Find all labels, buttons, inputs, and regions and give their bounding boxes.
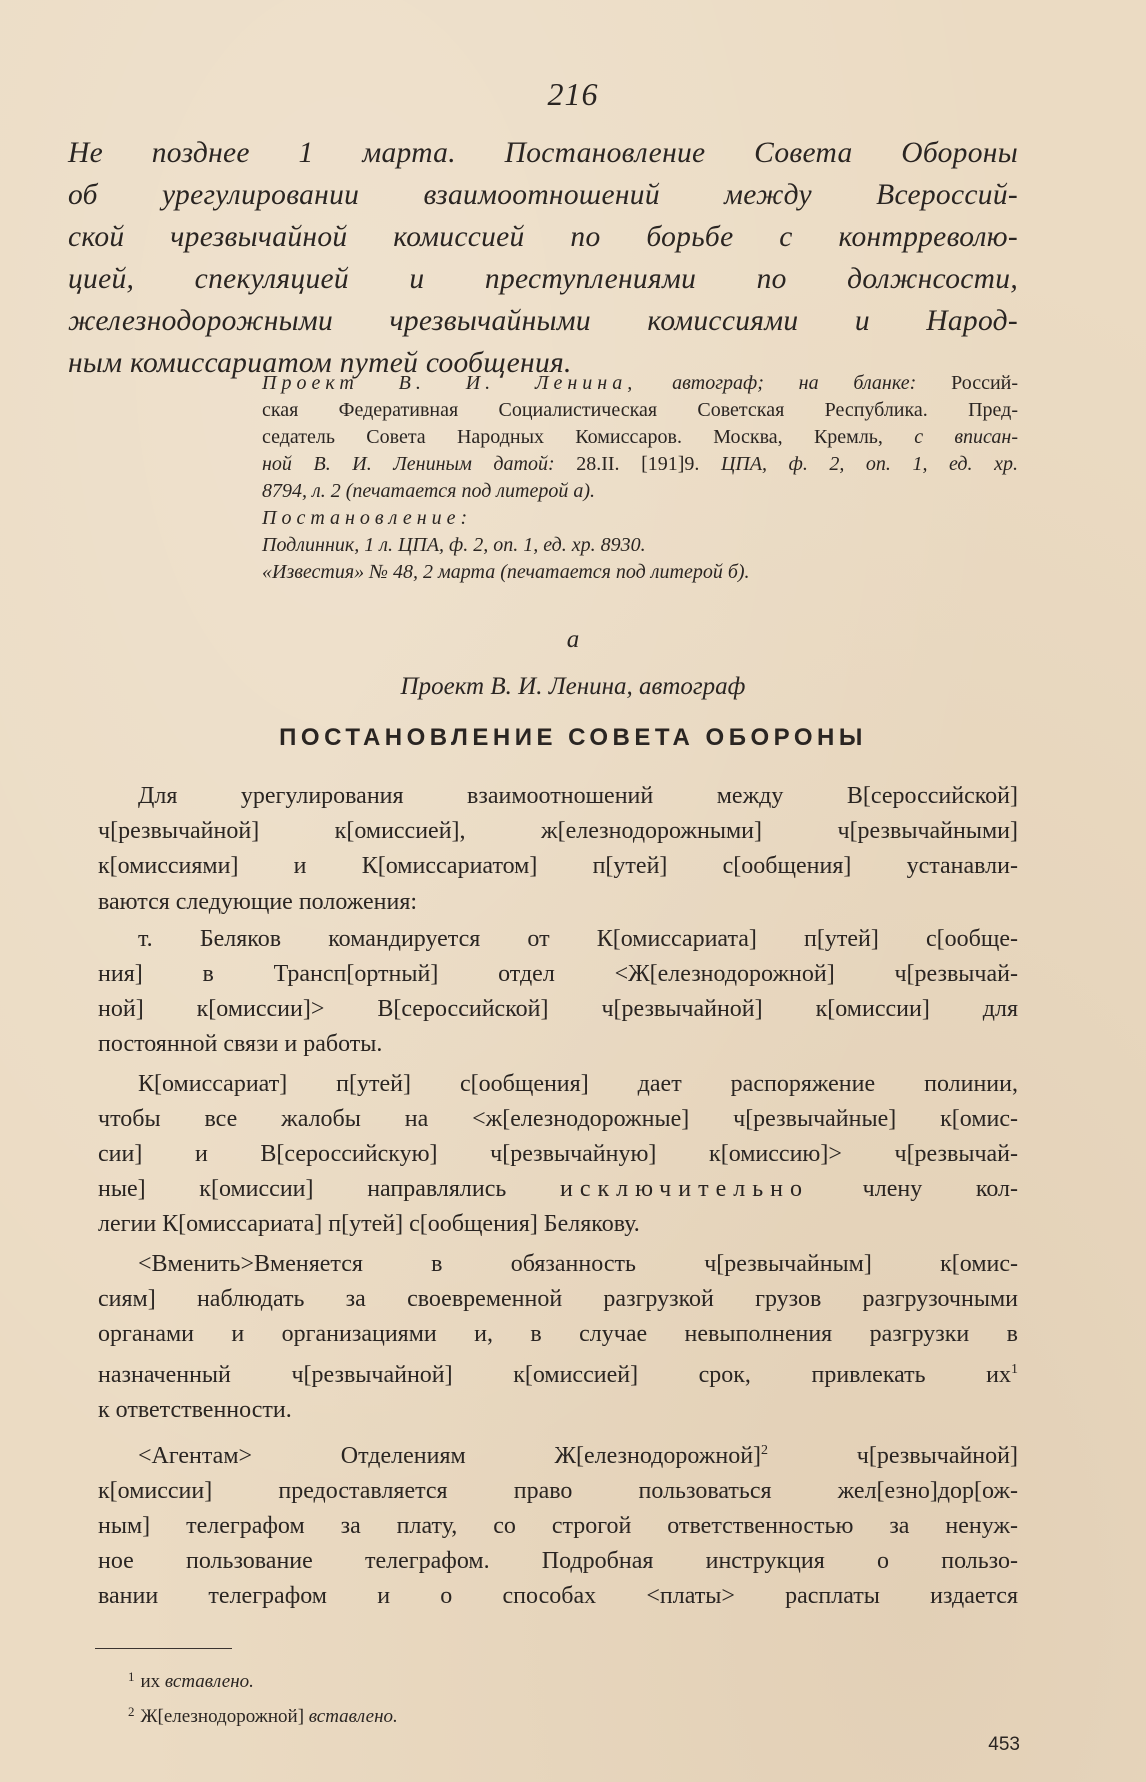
body-line: ваются следующие положения:	[98, 888, 418, 915]
page-number: 453	[988, 1734, 1020, 1755]
body-text: ч[резвычайной]	[856, 1442, 1018, 1469]
body-text: <Агентам> Отделениям Ж[елезнодорожной]	[138, 1442, 762, 1469]
source-decree-label: Постановление:	[262, 507, 473, 529]
body-line	[98, 1352, 1018, 1393]
source-line	[262, 424, 1018, 451]
body-line: ной] к[омиссии]> В[сероссийской] ч[резвычайной] к[омиссии] для	[98, 996, 1018, 1023]
body-line: органами и организациями и, в случае невыполнения разгрузки в	[98, 1321, 1018, 1348]
heading-line: об урегулировании взаимоотношений между Всероссий-	[68, 179, 1018, 211]
footnote	[128, 1697, 398, 1732]
source-draft-label: Проект В. И. Ленина,	[262, 372, 638, 394]
footnote-marker: 2	[761, 1442, 769, 1458]
footnote-note: вставлено.	[164, 1671, 254, 1692]
body-line: ное пользование телеграфом. Подробная инструкция о пользо-	[98, 1548, 1018, 1575]
source-line: «Известия» № 48, 2 марта (печатается под литерой б).	[262, 561, 750, 583]
heading-line: ным комиссариатом путей сообщения.	[68, 347, 572, 379]
archival-sources	[262, 370, 1018, 586]
footnote-note: вставлено.	[308, 1706, 398, 1727]
heading-line: железнодорожными чрезвычайными комиссиями и Народ-	[68, 305, 1018, 337]
source-text: автограф; на бланке:	[672, 372, 917, 394]
footnote-marker: 1	[1011, 1362, 1018, 1378]
paragraph-4	[98, 1247, 1018, 1429]
paragraph-2	[98, 922, 1018, 1063]
body-line: Для урегулирования взаимоотношений между В[сероссийской]	[138, 783, 1018, 809]
footnote-mark: 1	[128, 1669, 135, 1684]
body-line: легии К[омиссариата] п[утей] с[ообщения] Белякову.	[98, 1211, 640, 1238]
source-text: Россий-	[951, 372, 1019, 394]
body-line: сиям] наблюдать за своевременной разгрузкой грузов разгрузочными	[98, 1285, 1018, 1312]
emphasized-word: исключительно	[560, 1176, 809, 1203]
heading-line: ской чрезвычайной комиссией по борьбе с контрреволю-	[68, 221, 1018, 253]
body-line: т. Беляков командируется от К[омиссариата] п[утей] с[ообще-	[138, 925, 1018, 952]
document-heading	[68, 132, 1018, 384]
source-text: ЦПА, ф. 2, оп. 1, ед. хр.	[720, 453, 1018, 475]
body-line: вании телеграфом и о способах <платы> расплаты издается	[98, 1583, 1018, 1610]
paragraph-1	[98, 779, 1018, 920]
footnotes	[128, 1662, 398, 1732]
source-date: 28.II. [191]9.	[576, 453, 700, 475]
body-line: <Вменить>Вменяется в обязанность ч[резвычайным] к[омис-	[138, 1250, 1018, 1277]
heading-line: Не позднее 1 марта. Постановление Совета Обороны	[68, 137, 1018, 169]
body-line: чтобы все жалобы на <ж[елезнодорожные] ч[резвычайные] к[омис-	[98, 1105, 1018, 1132]
body-text: ные] к[омиссии] направлялись	[98, 1176, 507, 1203]
footnote-text: Ж[елезнодорожной]	[140, 1706, 305, 1727]
body-line	[98, 1433, 1018, 1474]
section-title: ПОСТАНОВЛЕНИЕ СОВЕТА ОБОРОНЫ	[279, 724, 867, 751]
footnote-text: их	[140, 1671, 161, 1692]
footnote-divider	[95, 1648, 232, 1649]
body-line	[98, 1172, 1018, 1207]
decree-body	[98, 779, 1018, 1615]
paragraph-3	[98, 1067, 1018, 1243]
body-line: к[омиссиями] и К[омиссариатом] п[утей] с[ообщения] устанавли-	[98, 853, 1018, 880]
source-line	[262, 370, 1018, 397]
source-line: 8794, л. 2 (печатается под литерой а).	[262, 480, 596, 502]
body-line: к ответственности.	[98, 1397, 292, 1424]
body-line: постоянной связи и работы.	[98, 1031, 383, 1058]
source-text: с вписан-	[914, 426, 1019, 448]
section-subtitle: Проект В. И. Ленина, автограф	[400, 673, 746, 700]
source-text: седатель Совета Народных Комиссаров. Москва, Кремль,	[262, 426, 883, 448]
footnote	[128, 1662, 398, 1697]
section-letter: а	[566, 626, 580, 653]
paragraph-5	[98, 1433, 1018, 1615]
body-line: сии] и В[сероссийскую] ч[резвычайную] к[омиссию]> ч[резвычай-	[98, 1141, 1018, 1168]
body-line: к[омиссии] предоставляется право пользоваться жел[езно]дор[ож-	[98, 1477, 1018, 1504]
document-number: 216	[547, 76, 599, 112]
footnote-mark: 2	[128, 1704, 135, 1719]
body-text: члену кол-	[862, 1176, 1018, 1203]
source-text: ной В. И. Лениным датой:	[262, 453, 555, 475]
body-line: ным] телеграфом за плату, со строгой ответственностью за ненуж-	[98, 1513, 1018, 1540]
body-line: ния] в Трансп[ортный] отдел <Ж[елезнодорожной] ч[резвычай-	[98, 961, 1018, 988]
source-line: Подлинник, 1 л. ЦПА, ф. 2, оп. 1, ед. хр. 8930.	[262, 534, 646, 556]
body-text: назначенный ч[резвычайной] к[омиссией] срок, привлекать их	[98, 1362, 1011, 1389]
source-line: ская Федеративная Социалистическая Советская Республика. Пред-	[262, 399, 1018, 421]
source-line	[262, 451, 1018, 478]
body-line: К[омиссариат] п[утей] с[ообщения] дает распоряжение полинии,	[138, 1070, 1018, 1097]
heading-line: цией, спекуляцией и преступлениями по должнсости,	[68, 263, 1018, 295]
body-line: ч[резвычайной] к[омиссией], ж[елезнодорожными] ч[резвычайными]	[98, 818, 1018, 845]
